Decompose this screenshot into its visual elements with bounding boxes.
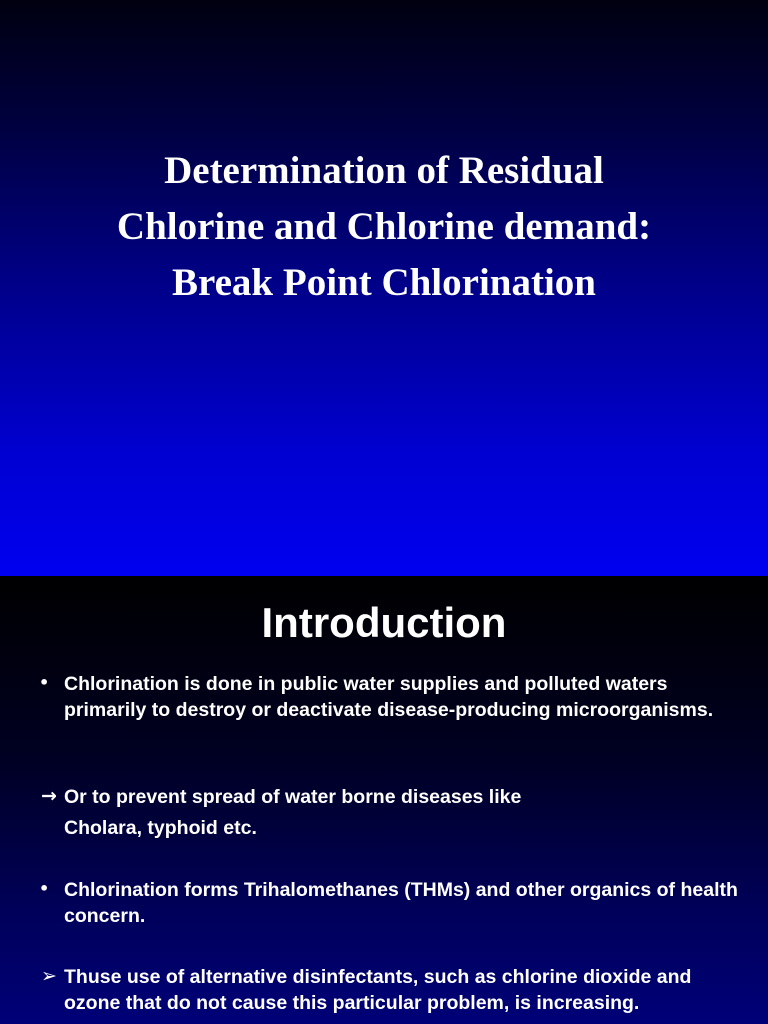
- bullet-text: Thuse use of alternative disinfectants, such as chlorine dioxide and ozone that do not cause this particular problem, is increasing.: [64, 966, 692, 1014]
- bullet-dot-icon: •: [39, 673, 50, 692]
- bullet-text: Chlorination is done in public water supplies and polluted waters primarily to destroy or deactivate disease-producing microorganisms.: [64, 673, 714, 721]
- introduction-slide: [0, 576, 768, 1024]
- bullet-text: Chlorination forms Trihalomethanes (THMs) and other organics of health concern.: [64, 879, 738, 927]
- arrow-right-icon: →: [41, 785, 57, 807]
- bullet-text: Or to prevent spread of water borne diseases like: [64, 786, 522, 808]
- title-line: Chlorine and Chlorine demand:: [116, 205, 652, 248]
- title-line: Break Point Chlorination: [172, 261, 596, 304]
- title-line: Determination of Residual: [164, 149, 604, 192]
- slide-title: [0, 143, 768, 311]
- arrowhead-bullet-icon: ➢: [41, 965, 57, 987]
- bullet-text-continuation: Cholara, typhoid etc.: [64, 817, 257, 839]
- bullet-dot-icon: •: [39, 879, 50, 898]
- slide-heading: Introduction: [261, 599, 507, 646]
